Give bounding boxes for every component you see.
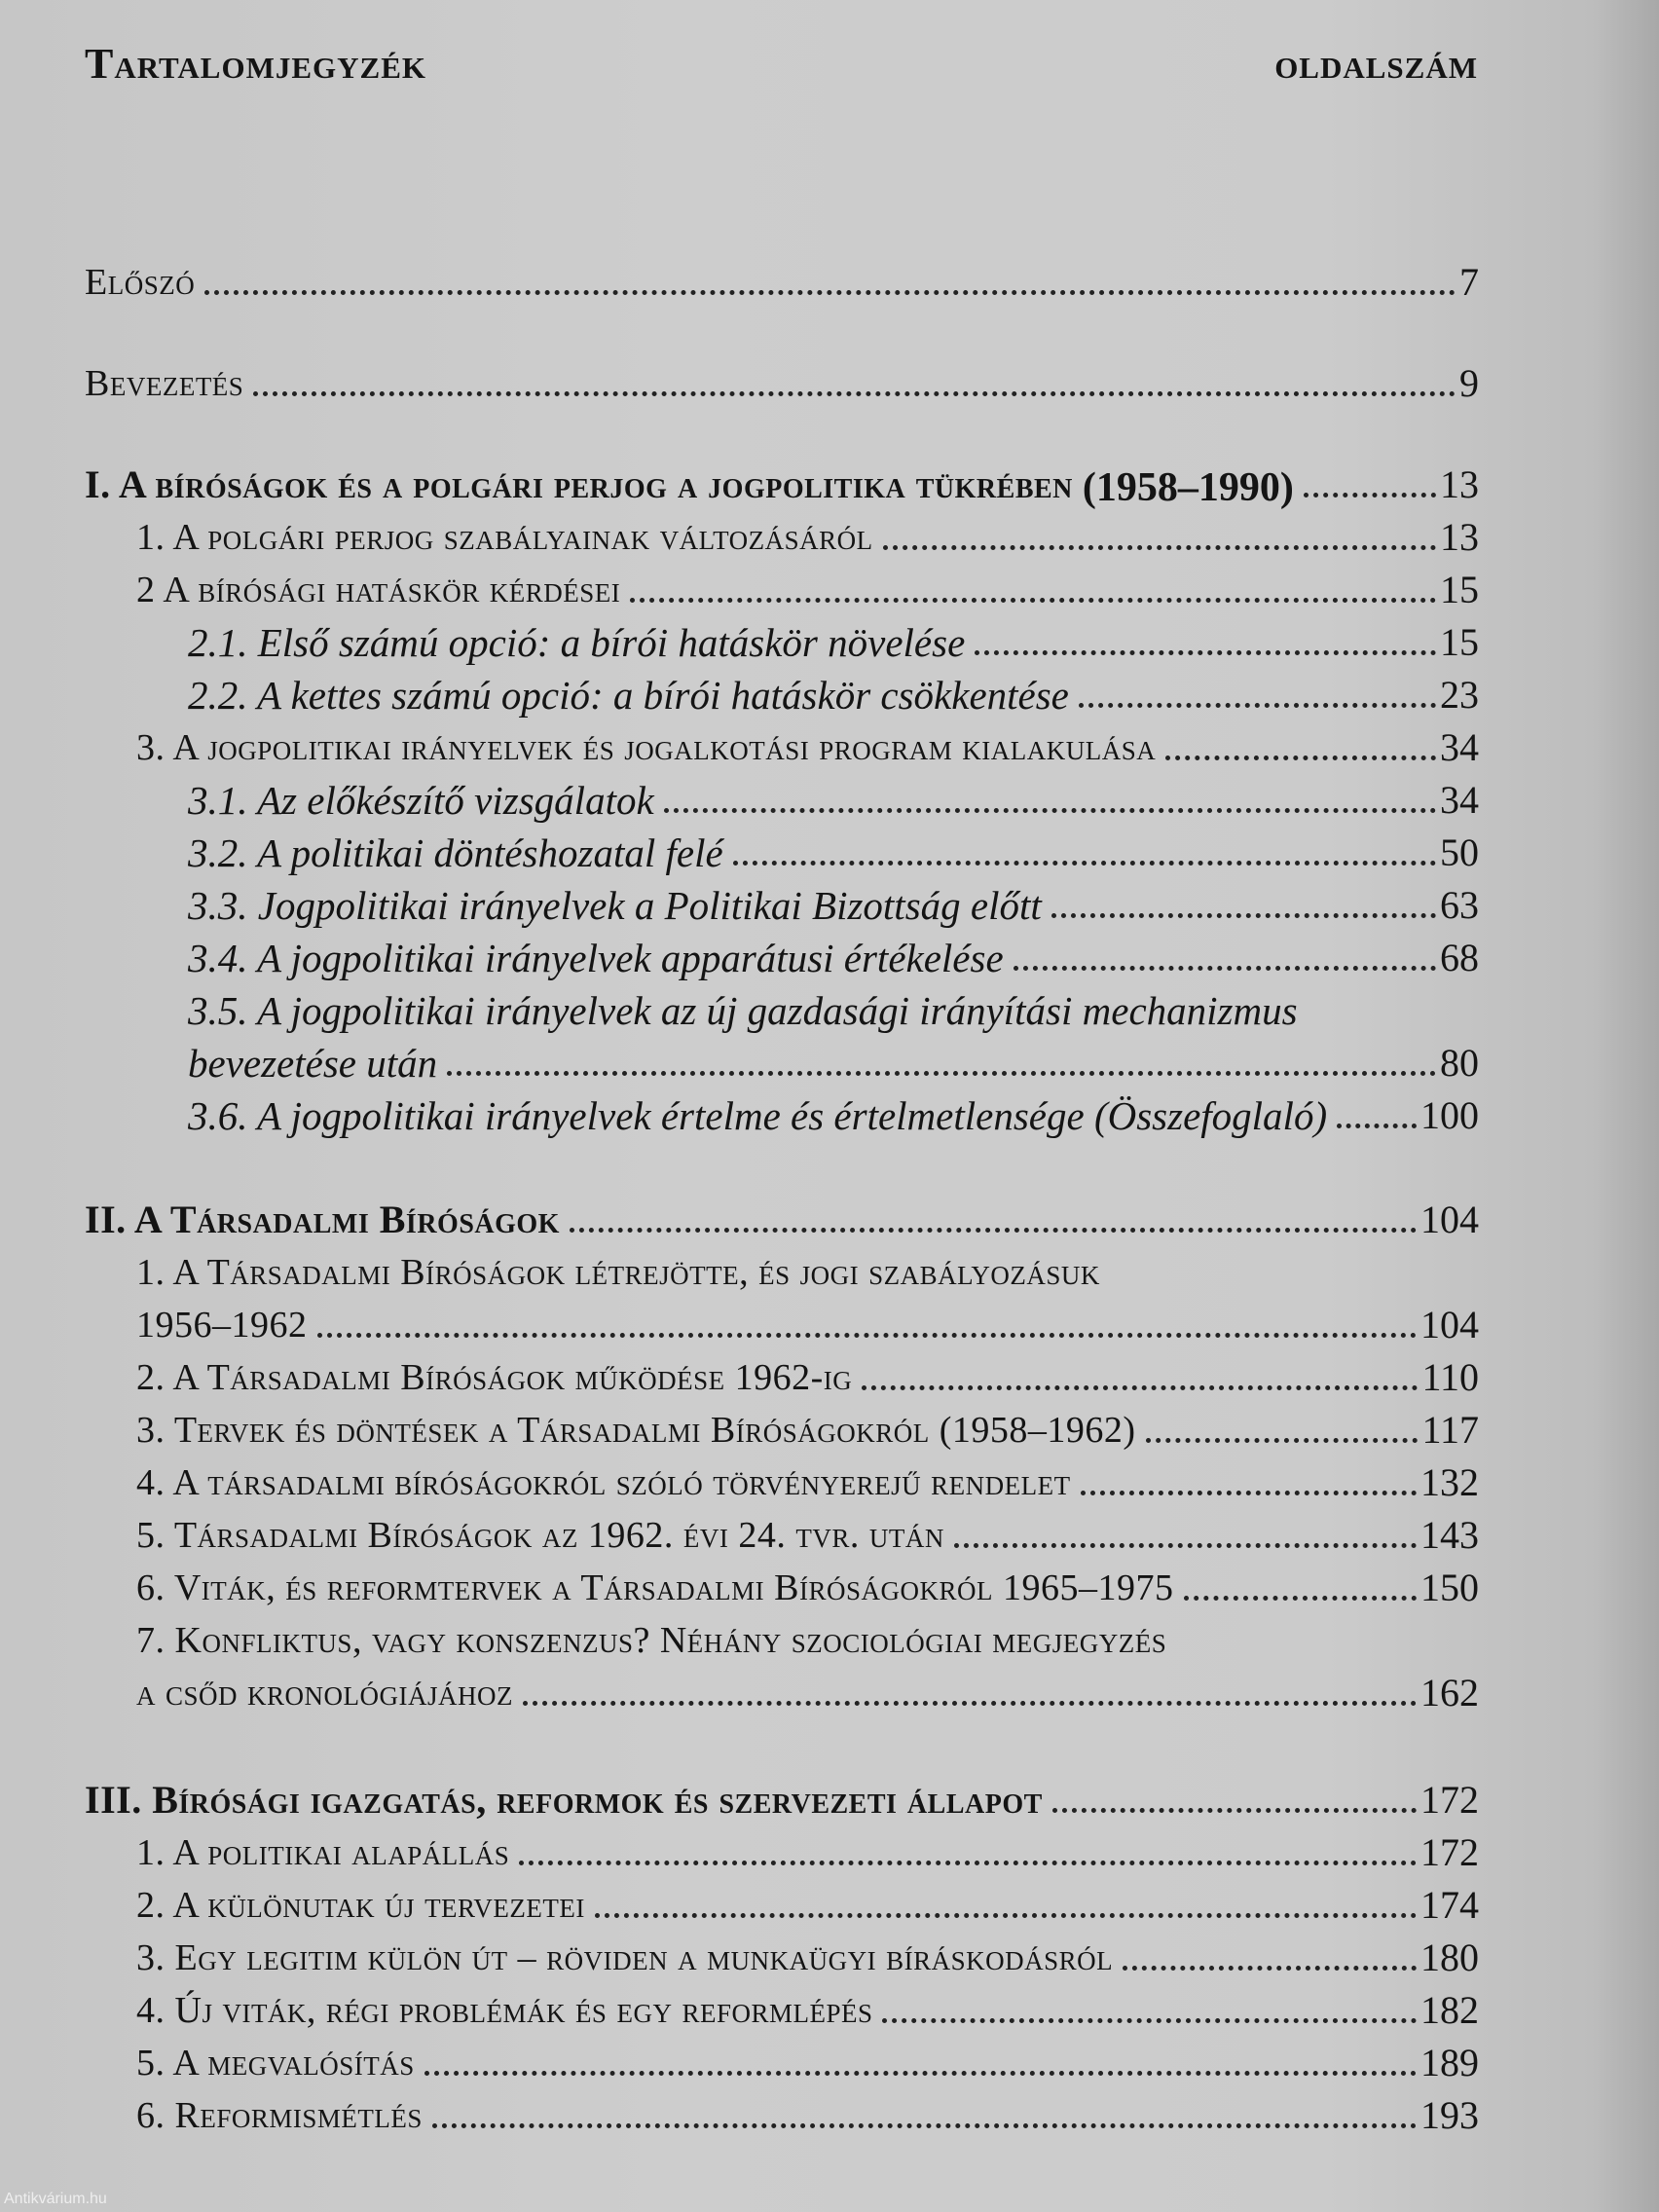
toc-entry-page: 9	[1459, 361, 1479, 405]
toc-entry-label: Előszó	[85, 262, 196, 303]
toc-entry-page: 189	[1420, 2041, 1479, 2084]
toc-entry[interactable]	[85, 1826, 1479, 1879]
toc-entry[interactable]	[85, 1037, 1479, 1089]
toc-entry-page: 174	[1420, 1883, 1479, 1927]
toc-entry-label: Bevezetés	[85, 363, 244, 404]
dot-leader	[883, 545, 1436, 550]
toc-entry-label: 3. Tervek és döntések a Társadalmi Bíróságokról (1958–1962)	[136, 1410, 1136, 1451]
dot-leader	[424, 2071, 1417, 2076]
toc-entry-page: 13	[1440, 515, 1479, 559]
toc-entry-label: 2. A Társadalmi Bíróságok működése 1962-ig	[136, 1357, 853, 1398]
dot-leader	[204, 290, 1456, 295]
toc-entry-label: bevezetése után	[188, 1041, 438, 1086]
toc-entry[interactable]	[85, 1984, 1479, 2037]
toc-entry-label: 5. A megvalósítás	[136, 2043, 415, 2083]
toc-entry-label: 4. A társadalmi bíróságokról szóló törvényerejű rendelet	[136, 1462, 1071, 1503]
toc-entry-page: 110	[1421, 1355, 1479, 1399]
dot-leader	[519, 1861, 1417, 1865]
toc-entry[interactable]	[85, 616, 1479, 669]
toc-entry-label: 3. A jogpolitikai irányelvek és jogalkotási program kialakulása	[136, 727, 1157, 768]
toc-entry-label: 1. A politikai alapállás	[136, 1832, 510, 1873]
toc-entry-label: 2.1. Első számú opció: a bírói hatáskör növelése	[188, 620, 966, 665]
toc-entry-label: 3.4. A jogpolitikai irányelvek apparátusi értékelése	[188, 936, 1004, 980]
toc-entry-page: 15	[1440, 620, 1479, 664]
toc-entry[interactable]	[85, 1351, 1479, 1404]
toc-entry-page: 117	[1421, 1408, 1479, 1452]
toc-entry-page: 182	[1420, 1988, 1479, 2032]
toc-entry-page: 34	[1440, 725, 1479, 769]
toc-entry[interactable]	[85, 1404, 1479, 1456]
toc-entry-page: 193	[1420, 2093, 1479, 2137]
toc-entry-page: 132	[1420, 1460, 1479, 1504]
toc-entry[interactable]	[85, 1614, 1479, 1667]
dot-leader	[954, 1543, 1417, 1548]
toc-entry-label: 1. A Társadalmi Bíróságok létrejötte, és jogi szabályozásuk	[136, 1252, 1100, 1293]
toc-entry-label: 4. Új viták, régi problémák és egy reformlépés	[136, 1990, 873, 2031]
toc-entry-page: 150	[1420, 1566, 1479, 1609]
toc-entry-label: 2 A bírósági hatáskör kérdései	[136, 570, 621, 610]
dot-leader	[1304, 493, 1436, 498]
dot-leader	[253, 391, 1456, 396]
dot-leader	[1079, 703, 1436, 708]
toc-entry[interactable]	[85, 2037, 1479, 2089]
toc-entry[interactable]	[85, 1509, 1479, 1562]
toc-entry[interactable]	[85, 357, 1479, 410]
toc-entry[interactable]	[85, 1299, 1479, 1351]
dot-leader	[1014, 966, 1436, 971]
toc-entry-label: 2.2. A kettes számú opció: a bírói hatáskör csökkentése	[188, 673, 1069, 718]
toc-entry-label: I. A bíróságok és a polgári perjog a jogpolitika tükrében	[85, 462, 1073, 506]
toc-entry-page: 143	[1420, 1513, 1479, 1557]
toc-title: Tartalomjegyzék	[85, 40, 426, 88]
toc-entry-label: 7. Konfliktus, vagy konszenzus? Néhány szociológiai megjegyzés	[136, 1620, 1167, 1661]
toc-entry-label: II. A Társadalmi Bíróságok	[85, 1198, 560, 1241]
toc-entry-page: 13	[1440, 462, 1479, 506]
toc-entry-years: (1958–1990)	[1082, 465, 1294, 510]
dot-leader	[1081, 1491, 1417, 1495]
toc-entry-page: 104	[1420, 1198, 1479, 1241]
dot-leader	[630, 598, 1436, 603]
toc-entry[interactable]	[85, 1667, 1479, 1719]
toc-entry[interactable]	[85, 984, 1479, 1037]
dot-leader	[570, 1228, 1417, 1233]
toc-entry[interactable]	[85, 1774, 1479, 1826]
dot-leader	[882, 2018, 1417, 2023]
toc-entry[interactable]	[85, 2089, 1479, 2142]
dot-leader	[317, 1333, 1418, 1338]
dot-leader	[523, 1701, 1417, 1706]
toc-entry-page: 34	[1440, 778, 1479, 822]
toc-entry-label: III. Bírósági igazgatás, reformok és szervezeti állapot	[85, 1778, 1043, 1822]
dot-leader	[595, 1913, 1417, 1918]
dot-leader	[1146, 1438, 1419, 1443]
toc-entry-label: 3.3. Jogpolitikai irányelvek a Politikai Bizottság előtt	[188, 883, 1042, 928]
toc-entry-label: 2. A különutak új tervezetei	[136, 1885, 585, 1926]
toc-entry[interactable]	[85, 1194, 1479, 1246]
toc-entry-label: 6. Reformismétlés	[136, 2095, 423, 2136]
toc-entry[interactable]	[85, 1879, 1479, 1932]
toc-entry[interactable]	[85, 564, 1479, 616]
toc-entry-label: 3.5. A jogpolitikai irányelvek az új gazdasági irányítási mechanizmus	[188, 988, 1298, 1033]
dot-leader	[975, 650, 1436, 655]
toc-entry[interactable]	[85, 511, 1479, 564]
toc-entry[interactable]	[85, 256, 1479, 309]
toc-entry-page: 172	[1420, 1778, 1479, 1822]
toc-entry-label: 1. A polgári perjog szabályainak változásáról	[136, 517, 873, 558]
toc-entry-label: 3. Egy legitim külön út – röviden a munkaügyi bíráskodásról	[136, 1937, 1114, 1978]
toc-entry-page: 80	[1440, 1041, 1479, 1085]
dot-leader	[432, 2123, 1417, 2128]
toc-entry[interactable]	[85, 1932, 1479, 1984]
toc-entry-page: 180	[1420, 1936, 1479, 1979]
toc-entry-label: 3.6. A jogpolitikai irányelvek értelme és értelmetlensége (Összefoglaló)	[188, 1093, 1328, 1138]
toc-entry[interactable]	[85, 879, 1479, 932]
toc-entry-label: 6. Viták, és reformtervek a Társadalmi Bíróságokról 1965–1975	[136, 1567, 1174, 1608]
toc-entry-page: 104	[1420, 1303, 1479, 1346]
toc-entry-label: 3.1. Az előkészítő vizsgálatok	[188, 778, 654, 823]
dot-leader	[447, 1071, 1436, 1076]
dot-leader	[1184, 1596, 1418, 1601]
toc-entry-page: 7	[1459, 260, 1479, 304]
dot-leader	[664, 808, 1436, 813]
toc-entry[interactable]	[85, 721, 1479, 774]
toc-entry-label: 5. Társadalmi Bíróságok az 1962. évi 24. tvr. után	[136, 1515, 944, 1556]
toc-entry-page: 23	[1440, 673, 1479, 717]
toc-entry-page: 162	[1420, 1671, 1479, 1714]
toc-entry[interactable]	[85, 774, 1479, 827]
toc-entry-page: 172	[1420, 1830, 1479, 1874]
toc-entry-page: 100	[1420, 1093, 1479, 1137]
dot-leader	[862, 1385, 1418, 1390]
toc-entry-label: 1956–1962	[136, 1305, 308, 1346]
toc-entry-page: 15	[1440, 568, 1479, 611]
dot-leader	[1123, 1966, 1417, 1971]
dot-leader	[1337, 1124, 1417, 1128]
toc-entry-page: 68	[1440, 936, 1479, 979]
toc-entry-page: 50	[1440, 830, 1479, 874]
watermark: Antikvárium.hu	[4, 2191, 107, 2207]
toc-entry[interactable]	[85, 459, 1479, 511]
page-column-heading: oldalszám	[1274, 40, 1478, 88]
toc-entry[interactable]	[85, 669, 1479, 721]
toc-entry[interactable]	[85, 1456, 1479, 1509]
toc-entry[interactable]	[85, 827, 1479, 879]
dot-leader	[1165, 756, 1436, 760]
toc-entry[interactable]	[85, 1562, 1479, 1614]
toc-entry[interactable]	[85, 1089, 1479, 1142]
dot-leader	[733, 861, 1436, 866]
dot-leader	[1052, 1808, 1417, 1813]
toc-entry-page: 63	[1440, 883, 1479, 927]
toc-entry-label: 3.2. A politikai döntéshozatal felé	[188, 830, 723, 875]
toc-entry[interactable]	[85, 1246, 1479, 1299]
toc-entry[interactable]	[85, 932, 1479, 984]
toc-entry-label: a csőd kronológiájához	[136, 1673, 513, 1714]
dot-leader	[1051, 913, 1436, 918]
